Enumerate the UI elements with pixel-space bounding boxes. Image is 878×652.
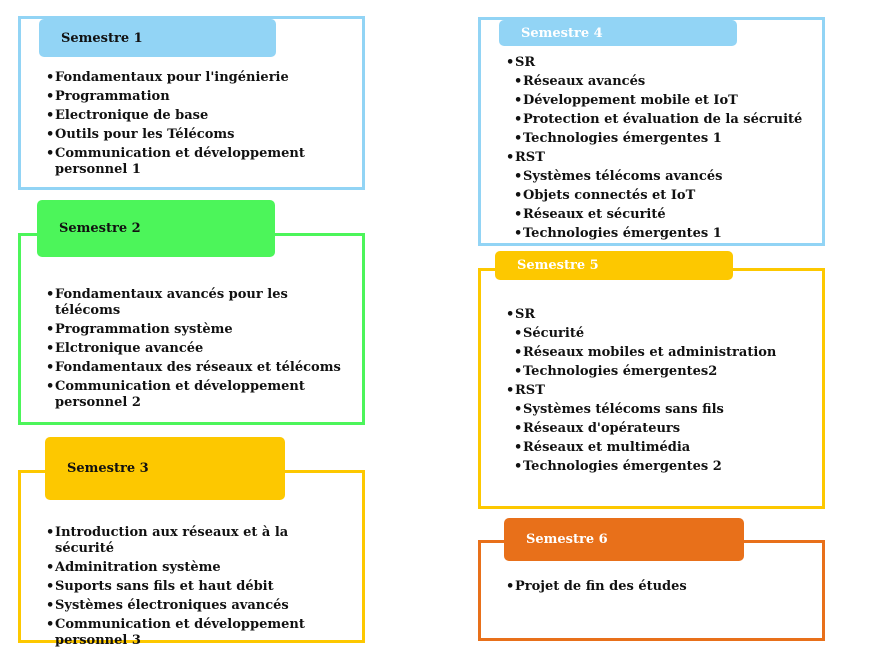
list-item: • Adminitration système: [46, 560, 351, 576]
list-item: • Technologies émergentes 1: [506, 226, 811, 242]
semester-6-list: [506, 579, 811, 598]
list-item: • Réseaux d'opérateurs: [506, 421, 811, 437]
list-item: • Technologies émergentes 1: [506, 131, 811, 147]
list-item: • Programmation: [46, 89, 346, 105]
list-item: • Projet de fin des études: [506, 579, 811, 595]
group-label-rst: • RST: [506, 150, 811, 166]
semester-1-list: [46, 70, 346, 181]
list-item: • Réseaux mobiles et administration: [506, 345, 811, 361]
list-item: • Sécurité: [506, 326, 811, 342]
list-item: • Systèmes télécoms avancés: [506, 169, 811, 185]
list-item: • Outils pour les Télécoms: [46, 127, 346, 143]
group-label-rst: • RST: [506, 383, 811, 399]
list-item: • Communication et développement personnel 2: [46, 379, 346, 411]
list-item: • Systèmes télécoms sans fils: [506, 402, 811, 418]
list-item: • Technologies émergentes 2: [506, 459, 811, 475]
list-item: • Systèmes électroniques avancés: [46, 598, 351, 614]
group-label-sr: • SR: [506, 307, 811, 323]
list-item: • Développement mobile et IoT: [506, 93, 811, 109]
list-item: • Communication et développement personnel 1: [46, 146, 346, 178]
semester-3-title: Semestre 3: [45, 437, 285, 500]
list-item: • Programmation système: [46, 322, 346, 338]
list-item: • Réseaux et sécurité: [506, 207, 811, 223]
list-item: • Suports sans fils et haut débit: [46, 579, 351, 595]
list-item: • Technologies émergentes2: [506, 364, 811, 380]
list-item: • Introduction aux réseaux et à la sécurité: [46, 525, 351, 557]
semester-4-list: [506, 55, 811, 245]
semester-4-title: Semestre 4: [499, 20, 737, 46]
semester-1-title: Semestre 1: [39, 19, 276, 57]
list-item: • Electronique de base: [46, 108, 346, 124]
semester-2-title: Semestre 2: [37, 200, 275, 257]
list-item: • Fondamentaux pour l'ingénierie: [46, 70, 346, 86]
list-item: • Réseaux et multimédia: [506, 440, 811, 456]
list-item: • Objets connectés et IoT: [506, 188, 811, 204]
semester-5-list: [506, 307, 811, 478]
list-item: • Fondamentaux des réseaux et télécoms: [46, 360, 346, 376]
semester-6-title: Semestre 6: [504, 518, 744, 561]
semester-3-list: [46, 525, 351, 652]
semester-2-list: [46, 287, 346, 414]
list-item: • Communication et développement personnel 3: [46, 617, 351, 649]
list-item: • Elctronique avancée: [46, 341, 346, 357]
list-item: • Fondamentaux avancés pour les télécoms: [46, 287, 346, 319]
list-item: • Protection et évaluation de la sécruité: [506, 112, 811, 128]
list-item: • Réseaux avancés: [506, 74, 811, 90]
group-label-sr: • SR: [506, 55, 811, 71]
semester-5-title: Semestre 5: [495, 251, 733, 280]
